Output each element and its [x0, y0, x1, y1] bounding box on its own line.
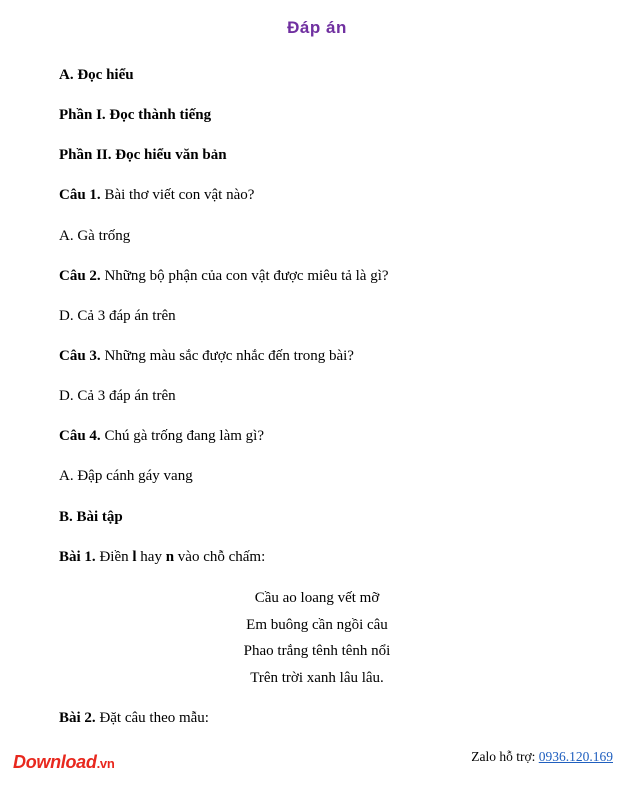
- part1-heading: Phần I. Đọc thành tiếng: [59, 107, 212, 123]
- logo-main: Download: [13, 752, 97, 772]
- poem-line: Em buông cần ngồi câu: [246, 617, 388, 633]
- section-a-heading: A. Đọc hiểu: [59, 67, 134, 83]
- question-label: Câu 1.: [59, 187, 101, 203]
- exercise-text: hay: [136, 549, 166, 565]
- poem-line: Cầu ao loang vết mỡ: [254, 590, 380, 606]
- question-3: [59, 347, 354, 365]
- letter-l: l: [132, 549, 137, 565]
- logo-suffix: .vn: [96, 756, 115, 771]
- exercise-label: Bài 1.: [59, 549, 96, 565]
- answer-1: A. Gà trống: [59, 228, 131, 244]
- exercise-2-prompt: [59, 709, 209, 727]
- poem-line: Trên trời xanh lâu lâu.: [250, 670, 384, 686]
- poem-line: Phao trắng tênh tênh nổi: [243, 643, 391, 659]
- support-phone-link[interactable]: 0936.120.169: [538, 749, 613, 764]
- answer-3: D. Cả 3 đáp án trên: [59, 388, 176, 404]
- question-label: Câu 3.: [59, 348, 101, 364]
- question-label: Câu 2.: [59, 268, 101, 284]
- download-logo[interactable]: [13, 752, 114, 773]
- exercise-text: Điền: [95, 549, 133, 565]
- answer-2: D. Cả 3 đáp án trên: [59, 308, 176, 324]
- question-text: Chú gà trống đang làm gì?: [100, 428, 264, 444]
- exercise-text: vào chỗ chấm:: [174, 549, 266, 565]
- question-4: [59, 427, 264, 445]
- answer-4: A. Đập cánh gáy vang: [59, 468, 193, 484]
- zalo-support: [471, 748, 613, 766]
- page-title: Đáp án: [287, 18, 347, 37]
- exercise-1-prompt: [59, 548, 265, 566]
- question-text: Những bộ phận của con vật được miêu tả là gì?: [100, 268, 389, 284]
- part2-heading: Phần II. Đọc hiểu văn bản: [59, 147, 227, 163]
- support-label: Zalo hỗ trợ:: [471, 749, 539, 764]
- question-text: Những màu sắc được nhắc đến trong bài?: [100, 348, 354, 364]
- question-label: Câu 4.: [59, 428, 101, 444]
- letter-n: n: [165, 549, 175, 565]
- section-b-heading: B. Bài tập: [59, 509, 123, 525]
- question-1: [59, 186, 254, 204]
- exercise-text: Đặt câu theo mẫu:: [95, 710, 209, 726]
- exercise-label: Bài 2.: [59, 710, 96, 726]
- question-2: [59, 267, 389, 285]
- question-text: Bài thơ viết con vật nào?: [100, 187, 255, 203]
